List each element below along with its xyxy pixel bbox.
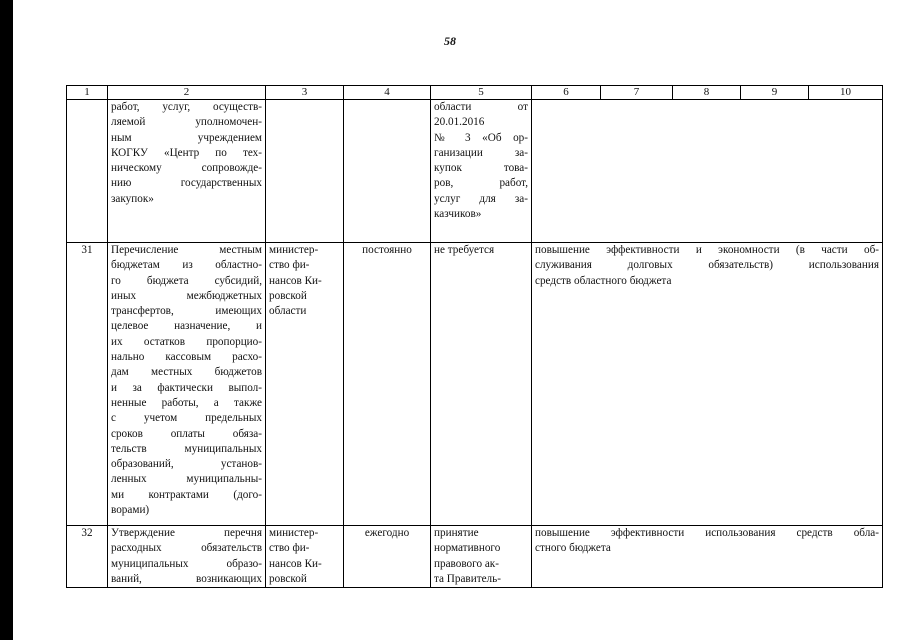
text-line: ническому сопровожде- [111,162,262,175]
text-line: работ, услуг, осуществ- [111,101,262,113]
text-line: служивания долговых обязательств) использования [535,259,879,272]
text-line: ров, работ, [434,177,528,190]
text-line: Перечисление местным [111,244,262,256]
row-number-cell: 32 [67,526,108,588]
row-number-cell: 31 [67,243,108,526]
column-header: 2 [108,86,266,100]
text-line: повышение эффективности и экономности (в части об- [535,244,879,256]
column-header: 7 [601,86,673,100]
column-header: 8 [673,86,741,100]
text-line: правового ак- [434,557,499,570]
text-line: нально кассовым расхо- [111,351,262,364]
table-row [67,243,883,526]
text-line: казчиков» [434,208,482,221]
text-line: иных межбюджетных [111,289,262,302]
text-line: № 3 «Об ор- [434,131,528,144]
text-line: ровской [269,289,307,302]
text-line: не требуется [434,244,495,256]
document-cell [431,100,532,243]
text-line: та Правитель- [434,572,501,585]
text-line: нансов Ки- [269,274,322,287]
column-header: 6 [532,86,601,100]
text-line: ленных муниципальны- [111,473,262,486]
scan-edge-bar [0,0,13,640]
result-cell [532,526,883,588]
text-line: купок това- [434,162,528,175]
text-line: го бюджета субсидий, [111,274,262,287]
text-line: и за фактически выпол- [111,381,262,394]
measure-cell [108,526,266,588]
text-line: ство фи- [269,542,310,555]
text-line: стного бюджета [535,542,611,555]
text-line: закупок» [111,192,154,205]
text-line: расходных обязательств [111,542,262,555]
text-line: тельств муниципальных [111,442,262,455]
text-line: министер- [269,527,319,539]
text-line: муниципальных образо- [111,557,262,570]
text-line: области [269,305,307,318]
document-cell [431,243,532,526]
column-header: 3 [266,86,344,100]
text-line: Утверждение перечня [111,527,262,539]
responsible-cell [266,100,344,243]
page-number: 58 [444,34,456,48]
measure-cell [108,243,266,526]
text-line: ганизации за- [434,146,528,159]
text-line: образований, установ- [111,458,262,471]
deadline-cell: постоянно [344,243,431,526]
text-line: ми контрактами (дого- [111,488,262,501]
table-row [67,526,883,588]
text-line: сроков оплаты обяза- [111,427,262,440]
measure-cell [108,100,266,243]
text-line: трансфертов, имеющих [111,305,262,318]
text-line: бюджетам из областно- [111,259,262,272]
deadline-cell [344,100,431,243]
text-line: с учетом предельных [111,412,262,425]
deadline-cell: ежегодно [344,526,431,588]
column-header: 4 [344,86,431,100]
column-header: 9 [741,86,809,100]
text-line: ненные работы, а также [111,396,262,409]
text-line: принятие [434,527,479,539]
text-line: их остатков пропорцио- [111,335,262,348]
text-line: КОГКУ «Центр по тех- [111,146,262,159]
text-line: повышение эффективности использования средств обла- [535,527,879,539]
column-header: 10 [809,86,883,100]
text-line: ворами) [111,504,150,517]
document-table [66,85,883,588]
text-line: нормативного [434,542,501,555]
text-line: дам местных бюджетов [111,366,262,379]
text-line: целевое назначение, и [111,320,262,333]
text-line: ство фи- [269,259,310,272]
text-line: 20.01.2016 [434,116,485,129]
text-line: ным учреждением [111,131,262,144]
text-line: ровской [269,572,307,585]
responsible-cell [266,243,344,526]
text-line: области от [434,101,528,113]
document-cell [431,526,532,588]
responsible-cell [266,526,344,588]
text-line: министер- [269,244,319,256]
column-header: 1 [67,86,108,100]
row-number-cell [67,100,108,243]
text-line: ляемой уполномочен- [111,116,262,129]
result-cell [532,243,883,526]
text-line: нию государственных [111,177,262,190]
text-line: средств областного бюджета [535,274,672,287]
text-line: ваний, возникающих [111,572,262,585]
text-line: услуг для за- [434,192,528,205]
result-cell [532,100,883,243]
table-row [67,100,883,243]
text-line: нансов Ки- [269,557,322,570]
header-row [67,86,883,100]
column-header: 5 [431,86,532,100]
